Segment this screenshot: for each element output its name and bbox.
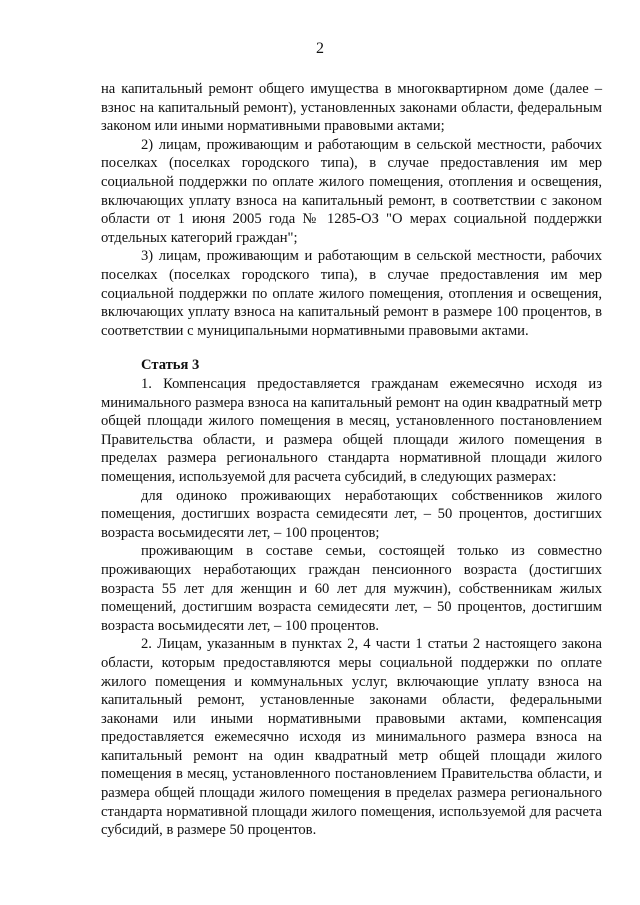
paragraph-item-3: 3) лицам, проживающим и работающим в сельской местности, рабочих поселках (поселках городского типа), в случае предоставления им мер социальной поддержки по оплате жилого помещения, отопления и освещения, включающих уплату взноса на капитальный ремонт в размере 100 процентов, в соответствии с муниципальными нормативными правовыми актами. xyxy=(101,248,602,339)
article-paragraph-2: 2. Лицам, указанным в пунктах 2, 4 части 1 статьи 2 настоящего закона области, которым предоставляются меры социальной поддержки по оплате жилого помещения и коммунальных услуг, включающие уплату взноса на капитальный ремонт, установленные законами области, федеральными законами или иными нормативными правовыми актами, компенсация предоставляется ежемесячно исходя из минимального размера взноса на капитальный ремонт на один квадратный метр общей площади жилого помещения в месяц, установленного постановлением Правительства области, и размера общей площади жилого помещения в пределах размера регионального стандарта нормативной площади жилого помещения, используемой для расчета субсидий, в размере 50 процентов. xyxy=(101,636,602,839)
article-heading: Статья 3 xyxy=(141,357,200,373)
paragraph-item-2: 2) лицам, проживающим и работающим в сельской местности, рабочих поселках (поселках городского типа), в случае предоставления им мер социальной поддержки по оплате жилого помещения, отопления и освещения, включающих уплату взноса на капитальный ремонт, в соответствии с законом области от 1 июня 2005 года № 1285-ОЗ "О мерах социальной поддержки отдельных категорий граждан"; xyxy=(101,136,602,246)
article-paragraph-1: 1. Компенсация предоставляется гражданам ежемесячно исходя из минимального размера взноса на капитальный ремонт на один квадратный метр общей площади жилого помещения в месяц, установленного постановлением Правительства области, и размера общей площади жилого помещения в пределах размера регионального стандарта нормативной площади жилого помещения, используемой для расчета субсидий, в следующих размерах: xyxy=(101,376,602,485)
page-number: 2 xyxy=(316,40,324,57)
continuation-text xyxy=(101,80,602,340)
article-paragraph-families: проживающим в составе семьи, состоящей только из совместно проживающих неработающих граждан пенсионного возраста (достигших возраста 55 лет для женщин и 60 лет для мужчин), собственникам жилых помещений, достигшим возраста семидесяти лет, – 50 процентов, достигшим возраста восьмидесяти лет, – 100 процентов. xyxy=(101,543,602,634)
paragraph-continuation: на капитальный ремонт общего имущества в многоквартирном доме (далее – взнос на капитальный ремонт), установленных законами области, федеральным законом или иными нормативными правовыми актами; xyxy=(101,81,602,135)
article-paragraph-single-owners: для одиноко проживающих неработающих собственников жилого помещения, достигших возраста семидесяти лет, – 50 процентов, достигших возраста восьмидесяти лет, – 100 процентов; xyxy=(101,487,602,541)
article-body xyxy=(101,375,602,840)
